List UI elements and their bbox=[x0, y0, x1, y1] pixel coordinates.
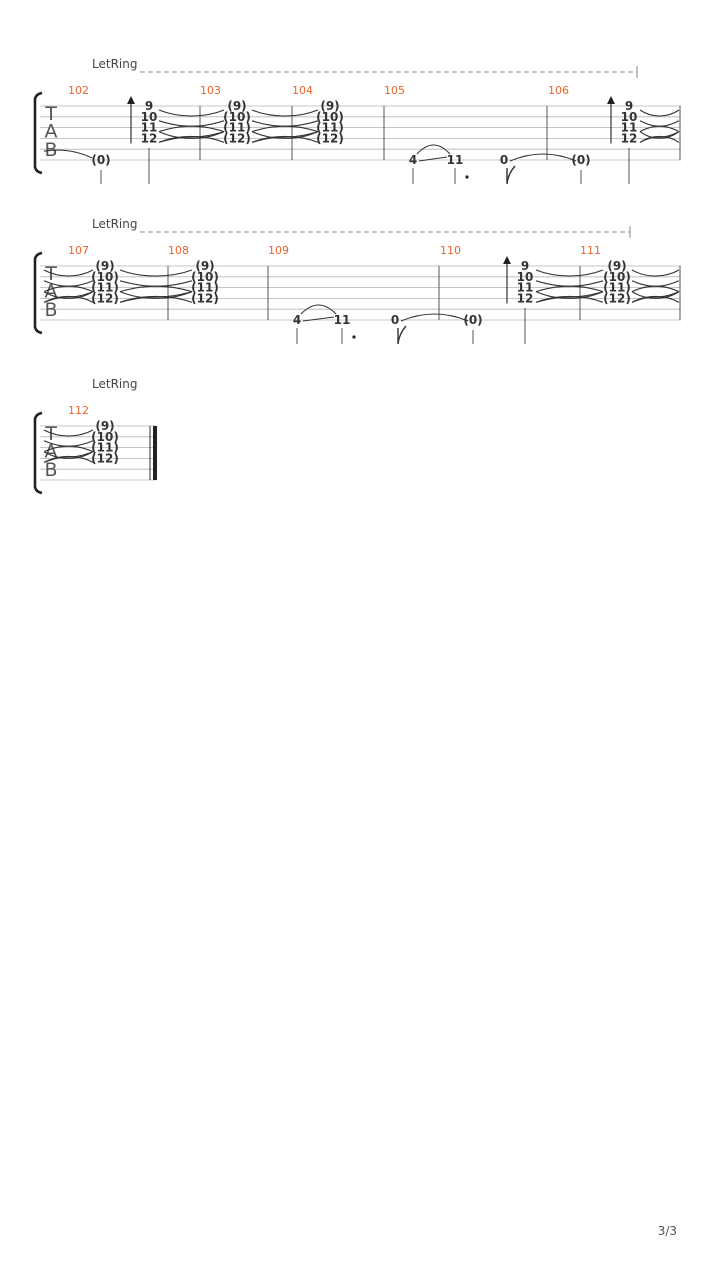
chord-fret: (11) bbox=[191, 280, 219, 295]
chord-fret: (12) bbox=[91, 291, 119, 306]
tie-arc bbox=[120, 281, 192, 292]
chord-fret: (10) bbox=[91, 269, 119, 284]
chord-fret: 9 bbox=[624, 99, 634, 113]
tie-arc bbox=[120, 270, 192, 276]
low-string-fret: 4 bbox=[408, 153, 418, 167]
chord-fret: (11) bbox=[91, 280, 119, 295]
bar-number: 112 bbox=[68, 404, 89, 417]
chord-fret: 10 bbox=[140, 109, 158, 124]
low-string-fret: 0 bbox=[390, 313, 400, 327]
tie-arc bbox=[632, 281, 679, 292]
chord-fret: (11) bbox=[316, 120, 344, 135]
bar-number: 105 bbox=[384, 84, 405, 97]
chord-fret: 10 bbox=[516, 269, 534, 284]
tie-arc bbox=[252, 132, 318, 143]
system-bracket bbox=[35, 253, 42, 333]
bar-number: 106 bbox=[548, 84, 569, 97]
chord-fret: (12) bbox=[316, 131, 344, 146]
tie-arc bbox=[640, 110, 679, 116]
tab-clef-letter: T bbox=[45, 262, 57, 285]
tie-arc bbox=[536, 281, 603, 292]
chord-fret: (12) bbox=[91, 451, 119, 466]
dotted-rhythm-dot bbox=[352, 335, 355, 338]
low-string-fret: (0) bbox=[571, 153, 591, 167]
final-barline-thick bbox=[153, 426, 157, 480]
low-string-fret: 11 bbox=[333, 313, 351, 327]
low-string-fret: 0 bbox=[499, 153, 509, 167]
tab-clef-letter: A bbox=[44, 440, 58, 463]
low-string-fret: 4 bbox=[292, 313, 302, 327]
bar-number: 102 bbox=[68, 84, 89, 97]
let-ring-label: LetRing bbox=[92, 377, 138, 391]
bar-number: 103 bbox=[200, 84, 221, 97]
tie-arc bbox=[536, 270, 603, 276]
chord-fret: 12 bbox=[140, 131, 158, 146]
strum-arrow-head-icon bbox=[607, 96, 615, 104]
chord-fret: (9) bbox=[95, 259, 115, 273]
bar-number: 110 bbox=[440, 244, 461, 257]
chord-fret: 12 bbox=[620, 131, 638, 146]
chord-fret: 9 bbox=[520, 259, 530, 273]
low-string-fret: 11 bbox=[446, 153, 464, 167]
chord-fret: (10) bbox=[223, 109, 251, 124]
chord-fret: (9) bbox=[227, 99, 247, 113]
note-flag bbox=[507, 166, 515, 184]
tie-arc bbox=[632, 270, 679, 276]
chord-fret: (11) bbox=[603, 280, 631, 295]
chord-fret: 11 bbox=[516, 280, 534, 295]
chord-fret: (11) bbox=[91, 440, 119, 455]
tie-arc bbox=[159, 121, 224, 132]
chord-fret: 11 bbox=[620, 120, 638, 135]
tie-arc bbox=[252, 110, 318, 116]
chord-fret: (9) bbox=[607, 259, 627, 273]
tie-arc bbox=[120, 292, 192, 303]
chord-fret: (10) bbox=[191, 269, 219, 284]
strum-arrow-head-icon bbox=[127, 96, 135, 104]
system-bracket bbox=[35, 93, 42, 173]
let-ring-label: LetRing bbox=[92, 57, 138, 71]
system-bracket bbox=[35, 413, 42, 493]
system-2 bbox=[35, 217, 681, 344]
tab-clef-letter: A bbox=[44, 120, 58, 143]
low-string-fret: (0) bbox=[463, 313, 483, 327]
tie-arc bbox=[159, 110, 224, 116]
chord-fret: (10) bbox=[316, 109, 344, 124]
chord-fret: (11) bbox=[223, 120, 251, 135]
chord-fret: 10 bbox=[620, 109, 638, 124]
bar-number: 109 bbox=[268, 244, 289, 257]
chord-fret: (9) bbox=[95, 419, 115, 433]
bar-number: 111 bbox=[580, 244, 601, 257]
bar-number: 108 bbox=[168, 244, 189, 257]
system-1 bbox=[35, 57, 681, 184]
tie-arc bbox=[640, 121, 679, 132]
tie-arc bbox=[252, 121, 318, 132]
tie-arc bbox=[536, 292, 603, 303]
chord-fret: (12) bbox=[603, 291, 631, 306]
tab-clef-letter: T bbox=[45, 422, 57, 445]
chord-fret: (12) bbox=[223, 131, 251, 146]
page-number: 3/3 bbox=[657, 1224, 677, 1238]
low-string-fret: (0) bbox=[91, 153, 111, 167]
system-3 bbox=[35, 377, 157, 493]
let-ring-label: LetRing bbox=[92, 217, 138, 231]
note-flag bbox=[398, 326, 406, 344]
chord-fret: (12) bbox=[191, 291, 219, 306]
tie-arc bbox=[640, 132, 679, 143]
dotted-rhythm-dot bbox=[465, 175, 468, 178]
tab-clef-letter: B bbox=[44, 459, 58, 482]
bar-number: 107 bbox=[68, 244, 89, 257]
chord-fret: 9 bbox=[144, 99, 154, 113]
tab-clef-letter: B bbox=[44, 139, 58, 162]
chord-fret: 12 bbox=[516, 291, 534, 306]
chord-fret: (9) bbox=[320, 99, 340, 113]
chord-fret: (10) bbox=[91, 429, 119, 444]
chord-fret: 11 bbox=[140, 120, 158, 135]
tie-arc bbox=[159, 132, 224, 143]
tab-clef-letter: A bbox=[44, 280, 58, 303]
bar-number: 104 bbox=[292, 84, 313, 97]
tab-clef-letter: B bbox=[44, 299, 58, 322]
tab-clef-letter: T bbox=[45, 102, 57, 125]
chord-fret: (10) bbox=[603, 269, 631, 284]
tie-arc bbox=[632, 292, 679, 303]
strum-arrow-head-icon bbox=[503, 256, 511, 264]
chord-fret: (9) bbox=[195, 259, 215, 273]
